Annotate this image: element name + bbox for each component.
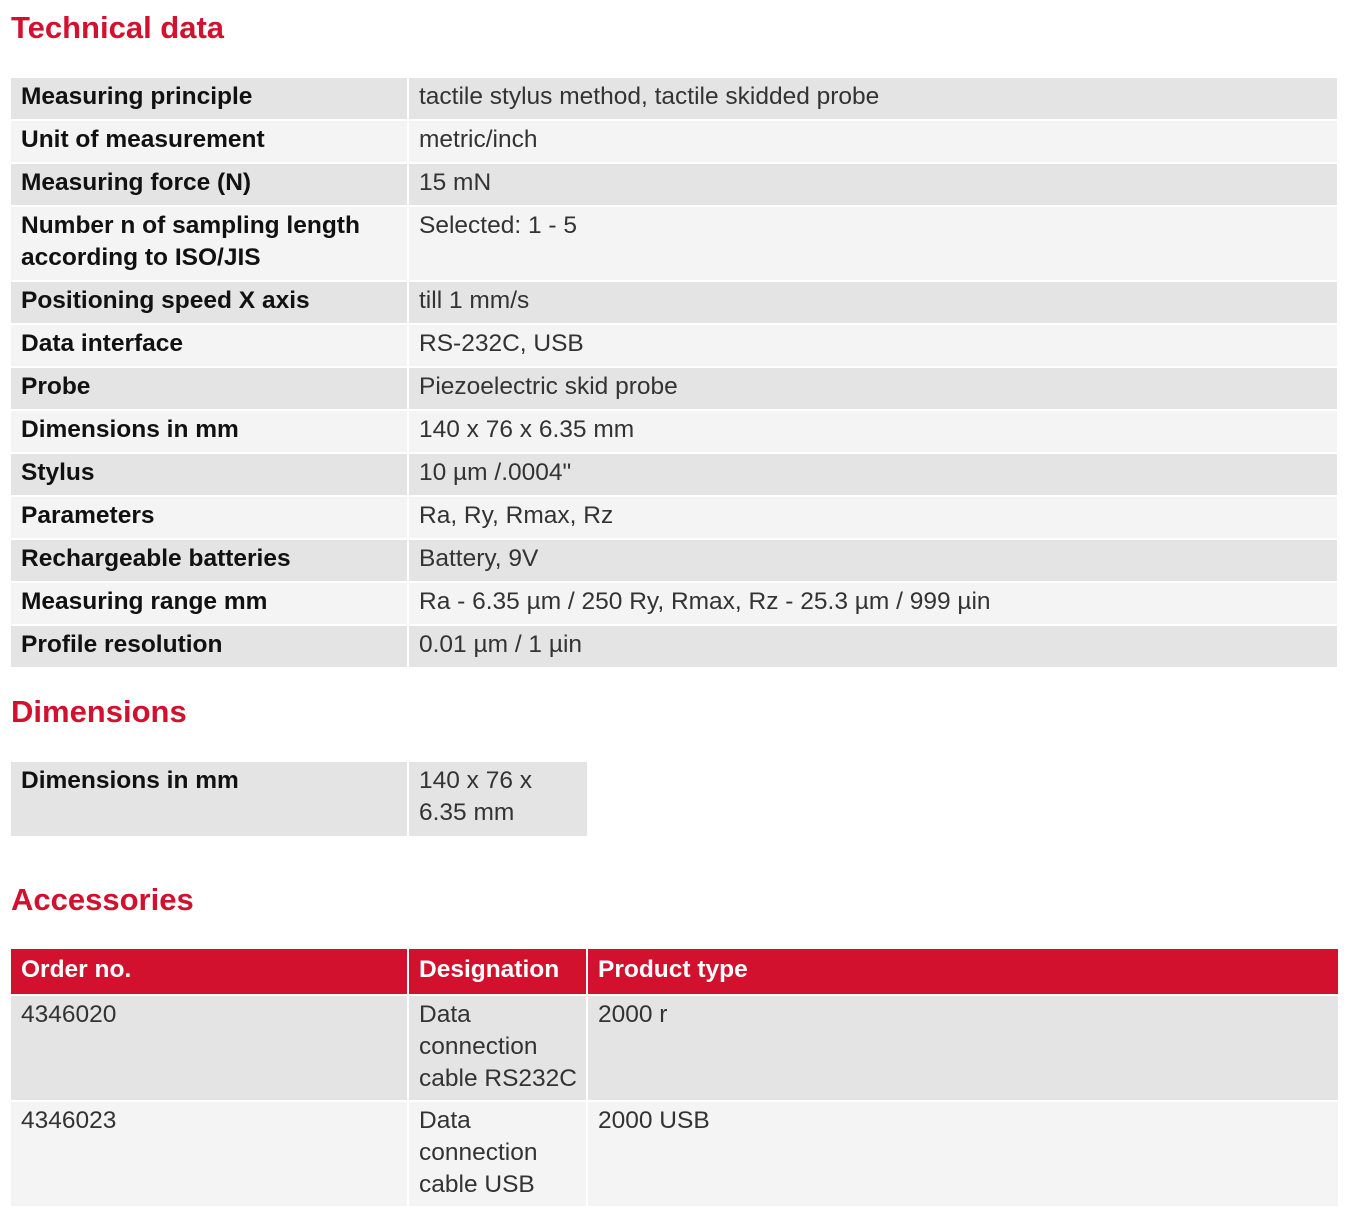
spec-label: Profile resolution (11, 625, 408, 668)
table-row (11, 625, 1337, 668)
table-row (11, 281, 1337, 324)
product-type-cell: 2000 r (587, 995, 1338, 1101)
designation-cell: Data connection cable RS232C (408, 995, 587, 1101)
spec-label: Probe (11, 367, 408, 410)
table-header-row (11, 949, 1338, 995)
spec-label: Parameters (11, 496, 408, 539)
dimension-label: Dimensions in mm (11, 762, 408, 836)
table-row (11, 995, 1338, 1101)
spec-value: Selected: 1 - 5 (408, 206, 1337, 281)
table-row (11, 539, 1337, 582)
spec-label: Stylus (11, 453, 408, 496)
spec-value: 10 µm /.0004" (408, 453, 1337, 496)
spec-value: RS-232C, USB (408, 324, 1337, 367)
table-row (11, 206, 1337, 281)
technical-data-title: Technical data (11, 10, 225, 45)
accessories-title: Accessories (11, 882, 194, 917)
table-row (11, 78, 1337, 120)
table-row (11, 496, 1337, 539)
order-no-cell: 4346023 (11, 1101, 408, 1206)
table-row (11, 163, 1337, 206)
spec-value: 15 mN (408, 163, 1337, 206)
spec-label: Positioning speed X axis (11, 281, 408, 324)
technical-data-table (11, 78, 1337, 669)
spec-label: Unit of measurement (11, 120, 408, 163)
spec-value: metric/inch (408, 120, 1337, 163)
product-type-cell: 2000 USB (587, 1101, 1338, 1206)
dimension-value: 140 x 76 x 6.35 mm (408, 762, 587, 836)
table-row (11, 120, 1337, 163)
table-row (11, 410, 1337, 453)
spec-label: Dimensions in mm (11, 410, 408, 453)
column-header-order-no: Order no. (11, 949, 408, 995)
spec-value: 140 x 76 x 6.35 mm (408, 410, 1337, 453)
table-row (11, 367, 1337, 410)
dimensions-title: Dimensions (11, 694, 187, 729)
column-header-product-type: Product type (587, 949, 1338, 995)
accessories-table (11, 949, 1338, 1206)
spec-label: Data interface (11, 324, 408, 367)
spec-value: Ra, Ry, Rmax, Rz (408, 496, 1337, 539)
table-row (11, 582, 1337, 625)
table-row (11, 453, 1337, 496)
table-row (11, 324, 1337, 367)
spec-label: Number n of sampling length according to ISO/JIS (11, 206, 408, 281)
table-row (11, 762, 587, 836)
table-row (11, 1101, 1338, 1206)
spec-value: Piezoelectric skid probe (408, 367, 1337, 410)
spec-label: Measuring principle (11, 78, 408, 120)
designation-cell: Data connection cable USB (408, 1101, 587, 1206)
spec-value: tactile stylus method, tactile skidded probe (408, 78, 1337, 120)
column-header-designation: Designation (408, 949, 587, 995)
order-no-cell: 4346020 (11, 995, 408, 1101)
spec-value: till 1 mm/s (408, 281, 1337, 324)
spec-value: Ra - 6.35 µm / 250 Ry, Rmax, Rz - 25.3 µm / 999 µin (408, 582, 1337, 625)
spec-value: Battery, 9V (408, 539, 1337, 582)
spec-value: 0.01 µm / 1 µin (408, 625, 1337, 668)
spec-label: Measuring force (N) (11, 163, 408, 206)
dimensions-table (11, 762, 587, 836)
spec-label: Rechargeable batteries (11, 539, 408, 582)
spec-label: Measuring range mm (11, 582, 408, 625)
